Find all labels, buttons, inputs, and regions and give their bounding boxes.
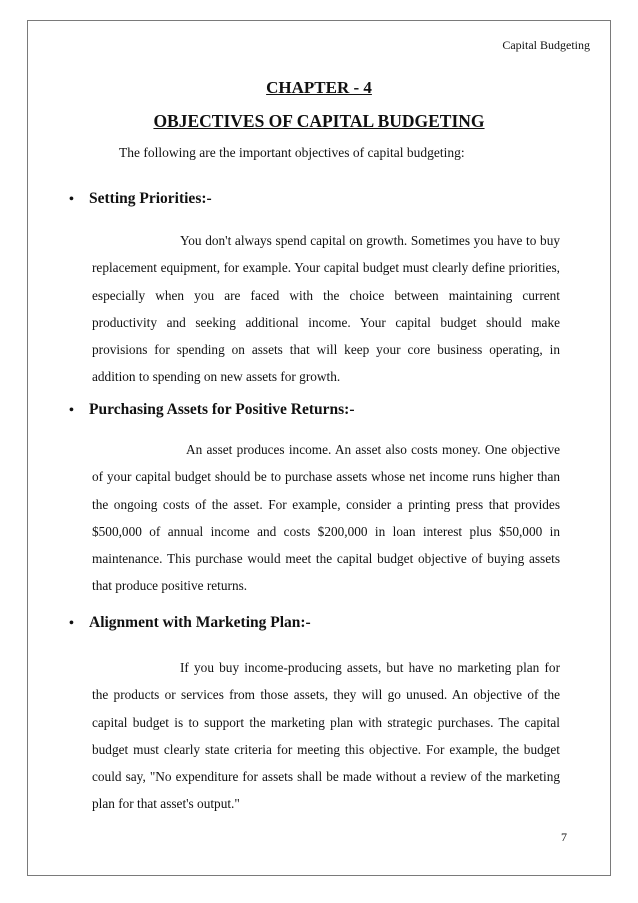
running-header: Capital Budgeting [502,38,590,52]
section-body-text: If you buy income-producing assets, but have no marketing plan for the products or services from those assets, they will go unused. An objective of the capital budget is to support the marketing plan with strategic purchases. The capital budget must clearly state criteria for meeting this objective. For example, the budget could say, "No expenditure for assets shall be made without a review of the marketing plan for that asset's output." [92,660,560,812]
section-heading-text: Alignment with Marketing Plan:- [89,614,311,631]
section-heading-text: Purchasing Assets for Positive Returns:- [89,401,355,418]
section-heading-text: Setting Priorities:- [89,190,212,207]
section-body-text: You don't always spend capital on growth. Sometimes you have to buy replacement equipment, for example. Your capital budget must clearly define priorities, especially when you are faced with the choice between maintaining current productivity and seeking additional income. Your capital budget should make provisions for spending on assets that will keep your core business operating, in addition to spending on new assets for growth. [92,233,560,385]
page-number: 7 [561,830,567,844]
intro-text: The following are the important objectives of capital budgeting: [119,145,465,160]
section-body-setting-priorities [92,227,560,391]
bullet-icon: • [69,403,74,418]
bullet-icon: • [69,616,74,631]
chapter-title: OBJECTIVES OF CAPITAL BUDGETING [153,111,485,131]
section-heading-marketing-plan [71,614,566,632]
section-body-positive-returns [92,436,560,600]
section-body-text: An asset produces income. An asset also costs money. One objective of your capital budget should be to purchase assets whose net income runs higher than the ongoing costs of the asset. For example, consider a printing press that provides $500,000 of annual income and costs $200,000 in loan interest plus $50,000 in maintenance. This purchase would meet the capital budget objective of buying assets that produce positive returns. [92,442,560,594]
bullet-icon: • [69,192,74,207]
section-heading-positive-returns [71,401,566,419]
chapter-label: CHAPTER - 4 [266,78,372,97]
section-body-marketing-plan [92,654,560,818]
section-heading-setting-priorities [71,190,566,208]
